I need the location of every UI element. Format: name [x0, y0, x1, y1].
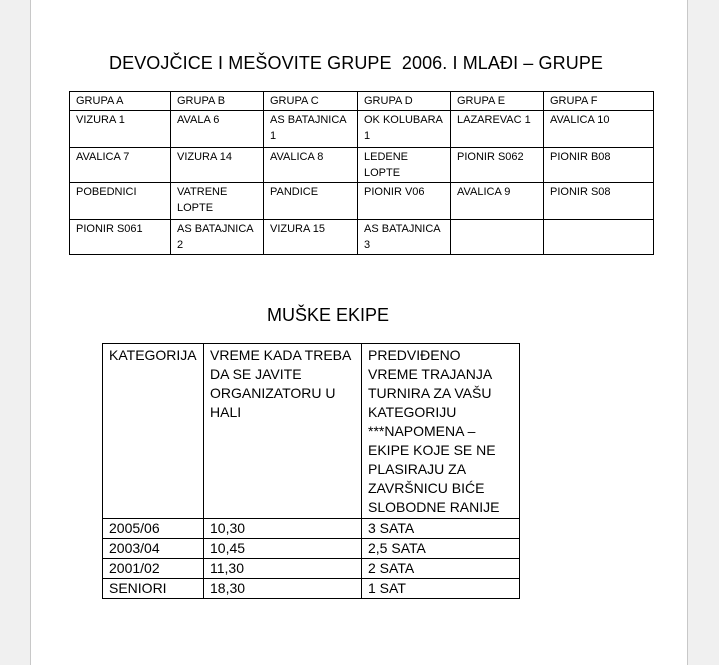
table-row [103, 519, 520, 539]
group-header: GRUPA A [70, 92, 171, 111]
team-cell: AVALA 6 [171, 111, 264, 148]
team-cell: PIONIR S062 [451, 148, 544, 183]
team-cell: LEDENE LOPTE [358, 148, 451, 183]
groups-table [69, 91, 654, 255]
team-cell: VIZURA 15 [264, 220, 358, 255]
arrival-time-cell: 10,30 [204, 519, 362, 539]
duration-cell: 1 SAT [362, 579, 520, 599]
duration-header: PREDVIĐENO VREME TRAJANJA TURNIRA ZA VAŠU KATEGORIJU ***NAPOMENA – EKIPE KOJE SE NE PLASIRAJU ZA ZAVRŠNICU BIĆE SLOBODNE RANIJE [362, 344, 520, 519]
girls-groups-title: DEVOJČICE I MEŠOVITE GRUPE 2006. I MLAĐI – GRUPE [109, 53, 604, 73]
team-cell [451, 220, 544, 255]
group-header: GRUPA D [358, 92, 451, 111]
category-cell: 2001/02 [103, 559, 204, 579]
table-row [103, 579, 520, 599]
duration-cell: 2,5 SATA [362, 539, 520, 559]
team-cell: AVALICA 9 [451, 183, 544, 220]
table-row [70, 183, 654, 220]
team-cell: PANDICE [264, 183, 358, 220]
group-header: GRUPA F [544, 92, 654, 111]
arrival-time-cell: 18,30 [204, 579, 362, 599]
group-header: GRUPA E [451, 92, 544, 111]
team-cell: PIONIR S08 [544, 183, 654, 220]
group-header: GRUPA B [171, 92, 264, 111]
men-schedule-table [102, 343, 520, 599]
men-teams-title: MUŠKE EKIPE [267, 305, 390, 325]
arrival-time-header: VREME KADA TREBA DA SE JAVITE ORGANIZATORU U HALI [204, 344, 362, 519]
duration-cell: 2 SATA [362, 559, 520, 579]
table-row [103, 559, 520, 579]
arrival-time-cell: 11,30 [204, 559, 362, 579]
table-row [70, 220, 654, 255]
category-cell: SENIORI [103, 579, 204, 599]
team-cell: VIZURA 1 [70, 111, 171, 148]
document-page [30, 0, 688, 665]
table-row [70, 111, 654, 148]
team-cell: VIZURA 14 [171, 148, 264, 183]
team-cell: OK KOLUBARA 1 [358, 111, 451, 148]
team-cell: AVALICA 10 [544, 111, 654, 148]
category-cell: 2003/04 [103, 539, 204, 559]
team-cell: AS BATAJNICA 2 [171, 220, 264, 255]
team-cell: POBEDNICI [70, 183, 171, 220]
team-cell: AVALICA 8 [264, 148, 358, 183]
team-cell: VATRENE LOPTE [171, 183, 264, 220]
team-cell: PIONIR S061 [70, 220, 171, 255]
category-header: KATEGORIJA [103, 344, 204, 519]
team-cell: PIONIR V06 [358, 183, 451, 220]
team-cell: LAZAREVAC 1 [451, 111, 544, 148]
team-cell: AS BATAJNICA 1 [264, 111, 358, 148]
duration-cell: 3 SATA [362, 519, 520, 539]
arrival-time-cell: 10,45 [204, 539, 362, 559]
team-cell [544, 220, 654, 255]
table-row [103, 539, 520, 559]
category-cell: 2005/06 [103, 519, 204, 539]
groups-header-row [70, 92, 654, 111]
table-row [70, 148, 654, 183]
team-cell: PIONIR B08 [544, 148, 654, 183]
team-cell: AS BATAJNICA 3 [358, 220, 451, 255]
men-header-row [103, 344, 520, 519]
group-header: GRUPA C [264, 92, 358, 111]
team-cell: AVALICA 7 [70, 148, 171, 183]
